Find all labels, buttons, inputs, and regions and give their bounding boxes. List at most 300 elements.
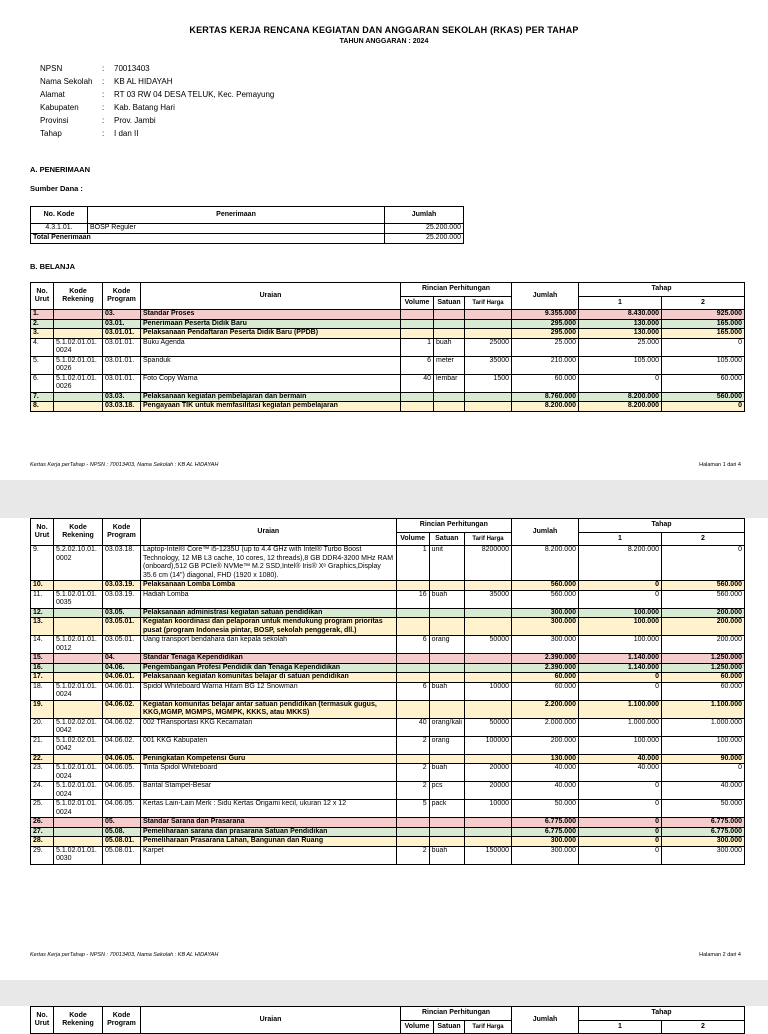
cell-jumlah: 40.000 bbox=[512, 764, 579, 782]
cell-kode-rekening bbox=[54, 608, 103, 618]
col-header-tahap: Tahap bbox=[579, 519, 745, 533]
info-label: Alamat bbox=[40, 90, 65, 99]
cell-uraian: Pengembangan Profesi Pendidik dan Tenaga Kependidikan bbox=[141, 663, 397, 673]
total-row bbox=[31, 234, 464, 244]
cell-kode-rekening bbox=[54, 700, 103, 718]
cell-kode-rekening bbox=[54, 654, 103, 664]
cell-kode-rekening bbox=[54, 310, 103, 320]
table-row bbox=[31, 654, 745, 664]
cell-tahap-2: 1.100.000 bbox=[662, 700, 745, 718]
cell-tarif: 25000 bbox=[465, 338, 512, 356]
cell-satuan: buah bbox=[429, 846, 464, 864]
cell-no: 22. bbox=[31, 754, 54, 764]
info-separator: : bbox=[102, 64, 105, 73]
cell-kode-program: 05.08.01. bbox=[103, 846, 141, 864]
cell-uraian: Standar Proses bbox=[141, 310, 401, 320]
col-header-uraian: Uraian bbox=[141, 519, 397, 546]
col-header-kode-program: Kode Program bbox=[103, 519, 141, 546]
cell-volume bbox=[396, 837, 429, 847]
cell-satuan bbox=[429, 818, 464, 828]
cell-no: 9. bbox=[31, 546, 54, 581]
cell-jumlah: 300.000 bbox=[512, 636, 579, 654]
cell-satuan: meter bbox=[434, 356, 465, 374]
cell-tarif bbox=[465, 608, 512, 618]
cell-kode-rekening: 5.1.02.01.01.0024 bbox=[54, 764, 103, 782]
info-separator: : bbox=[102, 116, 105, 125]
cell-no: 7. bbox=[31, 392, 54, 402]
cell-uraian: Foto Copy Warna bbox=[141, 374, 401, 392]
cell-satuan: pack bbox=[429, 800, 464, 818]
cell-tahap-2: 0 bbox=[662, 546, 745, 581]
table-row bbox=[31, 800, 745, 818]
cell-tahap-1: 130.000 bbox=[579, 319, 662, 329]
cell-tahap-1: 0 bbox=[579, 374, 662, 392]
cell-tarif: 50000 bbox=[465, 718, 512, 736]
cell-kode-rekening: 5.1.02.01.01.0035 bbox=[54, 590, 103, 608]
cell-tarif: 1500 bbox=[465, 374, 512, 392]
cell-tahap-1: 105.000 bbox=[579, 356, 662, 374]
cell-kode-rekening bbox=[54, 581, 103, 591]
cell-volume: 40 bbox=[396, 718, 429, 736]
cell-satuan bbox=[429, 827, 464, 837]
col-header-rincian: Rincian Perhitungan bbox=[401, 283, 512, 297]
col-header-tahap-1: 1 bbox=[579, 1021, 662, 1034]
cell-uraian: Pemeliharaan Prasarana Lahan, Bangunan dan Ruang bbox=[141, 837, 397, 847]
cell-uraian: Tinta Spidol Whiteboard bbox=[141, 764, 397, 782]
cell-kode-program: 03.05.01. bbox=[103, 636, 141, 654]
cell-tahap-1: 8.430.000 bbox=[579, 310, 662, 320]
footer-text: Kertas Kerja perTahap - NPSN : 70013403, Nama Sekolah : KB AL HIDAYAH bbox=[30, 952, 219, 958]
cell-no: 24. bbox=[31, 782, 54, 800]
cell-tahap-1: 100.000 bbox=[579, 608, 662, 618]
cell-tahap-1: 8.200.000 bbox=[579, 392, 662, 402]
cell-tahap-1: 100.000 bbox=[579, 618, 662, 636]
belanja-table-page3 bbox=[30, 1006, 745, 1034]
cell-tahap-1: 40.000 bbox=[579, 764, 662, 782]
cell-tahap-2: 300.000 bbox=[662, 846, 745, 864]
cell-kode-rekening: 5.1.02.01.01.0026 bbox=[54, 356, 103, 374]
cell-tarif bbox=[465, 581, 512, 591]
col-header-tahap-2: 2 bbox=[662, 1021, 745, 1034]
cell-volume: 2 bbox=[396, 782, 429, 800]
cell-jumlah: 50.000 bbox=[512, 800, 579, 818]
footer-text: Kertas Kerja perTahap - NPSN : 70013403, Nama Sekolah : KB AL HIDAYAH bbox=[30, 462, 219, 468]
cell-tarif: 20000 bbox=[465, 782, 512, 800]
cell-tahap-2: 560.000 bbox=[662, 581, 745, 591]
table-row bbox=[31, 392, 745, 402]
cell-satuan bbox=[429, 608, 464, 618]
cell-satuan: buah bbox=[429, 590, 464, 608]
cell-kode-program: 04. bbox=[103, 654, 141, 664]
cell-volume: 2 bbox=[396, 736, 429, 754]
cell-satuan: orang bbox=[429, 736, 464, 754]
cell-tahap-2: 0 bbox=[662, 764, 745, 782]
cell-tahap-1: 8.200.000 bbox=[579, 402, 662, 412]
cell-tahap-1: 0 bbox=[579, 818, 662, 828]
cell-tarif bbox=[465, 700, 512, 718]
cell-jumlah: 560.000 bbox=[512, 581, 579, 591]
cell-jumlah: 2.390.000 bbox=[512, 654, 579, 664]
cell-kode-rekening bbox=[54, 837, 103, 847]
cell-tarif bbox=[465, 673, 512, 683]
col-header-rincian: Rincian Perhitungan bbox=[396, 519, 511, 533]
cell-tahap-2: 165.000 bbox=[662, 329, 745, 339]
cell-tarif bbox=[465, 663, 512, 673]
cell-uraian: Laptop-Intel® Core™ i5-1235U (up to 4.4 GHz with Intel® Turbo Boost Technology, 12 MB L3 cache, 10 cores, 12 threads),8 GB DDR4-3200 MHz RAM (onboard),512 GB PCIe® NVMe™ M.2 SSD,Intel® Iris® Xᵉ Graphics,Display 35.6 cm (14") diagonal, FHD (1920 x 1080). bbox=[141, 546, 397, 581]
cell-tarif bbox=[465, 319, 512, 329]
cell-volume bbox=[396, 618, 429, 636]
cell-tahap-1: 100.000 bbox=[579, 636, 662, 654]
cell-volume: 1 bbox=[396, 546, 429, 581]
cell-jumlah: 25.200.000 bbox=[385, 224, 464, 234]
document-page-2 bbox=[0, 518, 768, 980]
document-page-3 bbox=[0, 1006, 768, 1030]
cell-kode-program: 04.06.01. bbox=[103, 673, 141, 683]
table-row bbox=[31, 827, 745, 837]
cell-satuan bbox=[429, 654, 464, 664]
info-separator: : bbox=[102, 103, 105, 112]
total-value: 25.200.000 bbox=[385, 234, 464, 244]
cell-volume: 5 bbox=[396, 800, 429, 818]
document-subtitle: TAHUN ANGGARAN : 2024 bbox=[339, 38, 429, 45]
cell-volume bbox=[396, 754, 429, 764]
col-header-rincian: Rincian Perhitungan bbox=[401, 1007, 512, 1021]
cell-kode-program: 03.01.01. bbox=[103, 374, 141, 392]
cell-uraian: Spidol Whiteboard Warna Hitam BG 12 Snowman bbox=[141, 682, 397, 700]
table-row bbox=[31, 736, 745, 754]
table-row bbox=[31, 590, 745, 608]
col-header-kode-rekening: Kode Rekening bbox=[54, 1007, 103, 1034]
cell-tahap-1: 100.000 bbox=[579, 736, 662, 754]
cell-volume: 40 bbox=[401, 374, 434, 392]
table-row bbox=[31, 636, 745, 654]
cell-volume bbox=[401, 329, 434, 339]
cell-kode-program: 03.01.01. bbox=[103, 338, 141, 356]
info-value: RT 03 RW 04 DESA TELUK, Kec. Pemayung bbox=[114, 90, 275, 99]
col-header-uraian: Uraian bbox=[141, 283, 401, 310]
info-label: Provinsi bbox=[40, 116, 69, 125]
document-page-1 bbox=[0, 0, 768, 480]
cell-kode-rekening bbox=[54, 754, 103, 764]
cell-volume: 2 bbox=[396, 846, 429, 864]
col-header-satuan: Satuan bbox=[434, 297, 465, 310]
cell-uraian: Pelaksanaan kegiatan komunitas belajar di satuan pendidikan bbox=[141, 673, 397, 683]
cell-tarif bbox=[465, 754, 512, 764]
info-value: KB AL HIDAYAH bbox=[114, 77, 173, 86]
total-label: Total Penerimaan bbox=[31, 234, 385, 244]
cell-jumlah: 25.000 bbox=[512, 338, 579, 356]
cell-jumlah: 6.775.000 bbox=[512, 827, 579, 837]
cell-kode-rekening: 5.1.02.02.01.0042 bbox=[54, 736, 103, 754]
cell-tahap-2: 6.775.000 bbox=[662, 818, 745, 828]
table-row bbox=[31, 837, 745, 847]
cell-no: 10. bbox=[31, 581, 54, 591]
belanja-table-page2 bbox=[30, 518, 745, 865]
cell-kode-rekening bbox=[54, 663, 103, 673]
cell-no: 28. bbox=[31, 837, 54, 847]
cell-uraian: Kertas Lain-Lain Merk : Sidu Kertas Origami kecil, ukuran 12 x 12 bbox=[141, 800, 397, 818]
info-row bbox=[40, 101, 274, 114]
cell-tahap-2: 105.000 bbox=[662, 356, 745, 374]
cell-volume bbox=[396, 827, 429, 837]
cell-kode-program: 03.01.01. bbox=[103, 356, 141, 374]
cell-kode-program: 03.03.18. bbox=[103, 402, 141, 412]
table-row bbox=[31, 402, 745, 412]
cell-no: 17. bbox=[31, 673, 54, 683]
cell-jumlah: 40.000 bbox=[512, 782, 579, 800]
info-label: Kabupaten bbox=[40, 103, 79, 112]
cell-uraian: 001 KKG Kabupaten bbox=[141, 736, 397, 754]
cell-tahap-1: 1.000.000 bbox=[579, 718, 662, 736]
cell-tarif bbox=[465, 392, 512, 402]
col-header-no: No. Urut bbox=[31, 283, 54, 310]
info-value: Prov. Jambi bbox=[114, 116, 156, 125]
cell-no: 19. bbox=[31, 700, 54, 718]
cell-tahap-2: 0 bbox=[662, 402, 745, 412]
cell-jumlah: 60.000 bbox=[512, 673, 579, 683]
col-header-tarif: Tarif Harga bbox=[465, 1021, 512, 1034]
cell-tarif bbox=[465, 827, 512, 837]
cell-kode-program: 03.01. bbox=[103, 319, 141, 329]
cell-volume: 6 bbox=[396, 636, 429, 654]
cell-tahap-1: 25.000 bbox=[579, 338, 662, 356]
table-row bbox=[31, 782, 745, 800]
cell-tahap-2: 90.000 bbox=[662, 754, 745, 764]
cell-volume bbox=[396, 700, 429, 718]
table-row bbox=[31, 846, 745, 864]
cell-no: 20. bbox=[31, 718, 54, 736]
table-row bbox=[31, 618, 745, 636]
cell-no: 16. bbox=[31, 663, 54, 673]
info-value: I dan II bbox=[114, 129, 139, 138]
cell-uraian: Bantal Stampel-Besar bbox=[141, 782, 397, 800]
cell-no: 4. bbox=[31, 338, 54, 356]
cell-tarif bbox=[465, 310, 512, 320]
cell-uraian: Pelaksanaan Lomba Lomba bbox=[141, 581, 397, 591]
info-row bbox=[40, 75, 274, 88]
cell-kode-rekening: 5.2.02.10.01.0002 bbox=[54, 546, 103, 581]
table-row bbox=[31, 310, 745, 320]
cell-tahap-1: 1.100.000 bbox=[579, 700, 662, 718]
cell-kode-rekening bbox=[54, 329, 103, 339]
cell-tarif bbox=[465, 837, 512, 847]
cell-tahap-2: 925.000 bbox=[662, 310, 745, 320]
document-title: KERTAS KERJA RENCANA KEGIATAN DAN ANGGARAN SEKOLAH (RKAS) PER TAHAP bbox=[189, 25, 579, 35]
table-row bbox=[31, 329, 745, 339]
table-row bbox=[31, 546, 745, 581]
cell-volume bbox=[396, 608, 429, 618]
cell-jumlah: 130.000 bbox=[512, 754, 579, 764]
cell-no: 8. bbox=[31, 402, 54, 412]
col-header-satuan: Satuan bbox=[429, 533, 464, 546]
table-row bbox=[31, 663, 745, 673]
cell-tahap-2: 60.000 bbox=[662, 673, 745, 683]
cell-satuan bbox=[429, 700, 464, 718]
cell-kode-program: 04.06.02. bbox=[103, 736, 141, 754]
cell-satuan bbox=[429, 581, 464, 591]
table-row bbox=[31, 608, 745, 618]
cell-tahap-1: 0 bbox=[579, 590, 662, 608]
cell-kode-rekening: 5.1.02.01.01.0024 bbox=[54, 800, 103, 818]
cell-kode-program: 04.06.02. bbox=[103, 700, 141, 718]
cell-tarif bbox=[465, 654, 512, 664]
cell-uraian: Pemeliharaan sarana dan prasarana Satuan Pendidikan bbox=[141, 827, 397, 837]
cell-jumlah: 2.390.000 bbox=[512, 663, 579, 673]
col-header-kode-rekening: Kode Rekening bbox=[54, 283, 103, 310]
cell-satuan bbox=[429, 837, 464, 847]
info-row bbox=[40, 62, 274, 75]
table-row bbox=[31, 338, 745, 356]
info-label: Nama Sekolah bbox=[40, 77, 93, 86]
cell-no: 14. bbox=[31, 636, 54, 654]
col-header-tahap-1: 1 bbox=[579, 297, 662, 310]
col-header-no-kode: No. Kode bbox=[31, 207, 88, 224]
cell-tahap-2: 200.000 bbox=[662, 608, 745, 618]
col-header-tahap-1: 1 bbox=[579, 533, 662, 546]
cell-jumlah: 9.355.000 bbox=[512, 310, 579, 320]
cell-volume: 1 bbox=[401, 338, 434, 356]
cell-jumlah: 560.000 bbox=[512, 590, 579, 608]
cell-uraian: Pelaksanaan Pendaftaran Peserta Didik Baru (PPDB) bbox=[141, 329, 401, 339]
cell-volume: 16 bbox=[396, 590, 429, 608]
cell-tarif: 35000 bbox=[465, 590, 512, 608]
col-header-kode-rekening: Kode Rekening bbox=[54, 519, 103, 546]
cell-uraian: Kegiatan koordinasi dan pelaporan untuk mendukung program prioritas pusat (program Indonesia pintar, BOSP, sekolah penggerak, dll.) bbox=[141, 618, 397, 636]
col-header-volume: Volume bbox=[401, 297, 434, 310]
cell-nama: BOSP Reguler bbox=[88, 224, 385, 234]
cell-kode-rekening bbox=[54, 618, 103, 636]
cell-no: 11. bbox=[31, 590, 54, 608]
cell-tahap-2: 1.250.000 bbox=[662, 654, 745, 664]
cell-tahap-1: 0 bbox=[579, 827, 662, 837]
cell-tahap-2: 60.000 bbox=[662, 682, 745, 700]
cell-tarif bbox=[465, 329, 512, 339]
cell-volume: 2 bbox=[396, 764, 429, 782]
cell-jumlah: 8.760.000 bbox=[512, 392, 579, 402]
cell-tarif bbox=[465, 402, 512, 412]
cell-satuan bbox=[434, 319, 465, 329]
cell-jumlah: 2.200.000 bbox=[512, 700, 579, 718]
cell-no: 26. bbox=[31, 818, 54, 828]
cell-jumlah: 60.000 bbox=[512, 682, 579, 700]
table-row bbox=[31, 374, 745, 392]
cell-no: 21. bbox=[31, 736, 54, 754]
info-separator: : bbox=[102, 90, 105, 99]
cell-jumlah: 295.000 bbox=[512, 319, 579, 329]
cell-volume bbox=[396, 663, 429, 673]
cell-volume bbox=[401, 392, 434, 402]
cell-tahap-1: 0 bbox=[579, 800, 662, 818]
cell-tahap-1: 0 bbox=[579, 846, 662, 864]
cell-uraian: 002 TRansportasi KKG Kecamatan bbox=[141, 718, 397, 736]
cell-kode-program: 04.06.05. bbox=[103, 764, 141, 782]
cell-kode-program: 03.03.19. bbox=[103, 590, 141, 608]
cell-no: 15. bbox=[31, 654, 54, 664]
table-row bbox=[31, 319, 745, 329]
col-header-volume: Volume bbox=[396, 533, 429, 546]
col-header-uraian: Uraian bbox=[141, 1007, 401, 1034]
cell-kode-rekening bbox=[54, 392, 103, 402]
cell-no: 18. bbox=[31, 682, 54, 700]
cell-satuan: orang/kali bbox=[429, 718, 464, 736]
belanja-header bbox=[31, 1007, 745, 1034]
col-header-tahap: Tahap bbox=[579, 283, 745, 297]
cell-jumlah: 200.000 bbox=[512, 736, 579, 754]
col-header-jumlah: Jumlah bbox=[512, 519, 579, 546]
cell-kode-rekening: 5.1.02.01.01.0024 bbox=[54, 338, 103, 356]
col-header-tahap-2: 2 bbox=[662, 297, 745, 310]
cell-kode-program: 03.03. bbox=[103, 392, 141, 402]
page-number: Halaman 1 dari 4 bbox=[699, 462, 741, 468]
cell-satuan: buah bbox=[434, 338, 465, 356]
cell-tarif: 50000 bbox=[465, 636, 512, 654]
cell-no: 3. bbox=[31, 329, 54, 339]
info-label: NPSN bbox=[40, 64, 63, 73]
cell-tahap-1: 0 bbox=[579, 673, 662, 683]
cell-no: 25. bbox=[31, 800, 54, 818]
cell-volume bbox=[401, 319, 434, 329]
cell-tarif: 20000 bbox=[465, 764, 512, 782]
cell-kode-rekening: 5.1.02.01.01.0012 bbox=[54, 636, 103, 654]
cell-satuan: buah bbox=[429, 764, 464, 782]
cell-kode-rekening: 5.1.02.01.01.0030 bbox=[54, 846, 103, 864]
cell-no: 2. bbox=[31, 319, 54, 329]
cell-kode-program: 04.06.01. bbox=[103, 682, 141, 700]
cell-uraian: Buku Agenda bbox=[141, 338, 401, 356]
cell-kode-program: 04.06. bbox=[103, 663, 141, 673]
cell-no: 29. bbox=[31, 846, 54, 864]
cell-uraian: Standar Tenaga Kependidikan bbox=[141, 654, 397, 664]
col-header-jumlah: Jumlah bbox=[512, 283, 579, 310]
cell-kode-rekening: 5.1.02.01.01.0026 bbox=[54, 374, 103, 392]
cell-jumlah: 8.200.000 bbox=[512, 402, 579, 412]
table-row bbox=[31, 581, 745, 591]
cell-tahap-2: 560.000 bbox=[662, 392, 745, 402]
table-row bbox=[31, 718, 745, 736]
cell-tarif bbox=[465, 618, 512, 636]
cell-satuan bbox=[434, 392, 465, 402]
cell-kode-program: 03.05. bbox=[103, 608, 141, 618]
table-row bbox=[31, 764, 745, 782]
cell-volume bbox=[396, 654, 429, 664]
cell-tahap-1: 0 bbox=[579, 782, 662, 800]
col-header-penerimaan: Penerimaan bbox=[88, 207, 385, 224]
cell-tarif bbox=[465, 818, 512, 828]
cell-jumlah: 210.000 bbox=[512, 356, 579, 374]
cell-kode-rekening bbox=[54, 319, 103, 329]
table-row bbox=[31, 682, 745, 700]
cell-kode-program: 03.03.19. bbox=[103, 581, 141, 591]
cell-tahap-2: 165.000 bbox=[662, 319, 745, 329]
cell-tarif: 10000 bbox=[465, 682, 512, 700]
cell-no: 27. bbox=[31, 827, 54, 837]
cell-uraian: Pelaksanaan kegiatan pembelajaran dan bermain bbox=[141, 392, 401, 402]
cell-tarif: 10000 bbox=[465, 800, 512, 818]
col-header-volume: Volume bbox=[401, 1021, 434, 1034]
cell-kode-rekening bbox=[54, 818, 103, 828]
cell-kode-rekening bbox=[54, 827, 103, 837]
col-header-kode-program: Kode Program bbox=[103, 1007, 141, 1034]
cell-tahap-2: 60.000 bbox=[662, 374, 745, 392]
cell-volume: 6 bbox=[401, 356, 434, 374]
cell-no: 23. bbox=[31, 764, 54, 782]
col-header-jumlah: Jumlah bbox=[512, 1007, 579, 1034]
cell-tarif: 35000 bbox=[465, 356, 512, 374]
table-row bbox=[31, 673, 745, 683]
page-separator bbox=[0, 980, 768, 1006]
cell-kode-program: 04.06.05. bbox=[103, 754, 141, 764]
cell-tarif: 8200000 bbox=[465, 546, 512, 581]
